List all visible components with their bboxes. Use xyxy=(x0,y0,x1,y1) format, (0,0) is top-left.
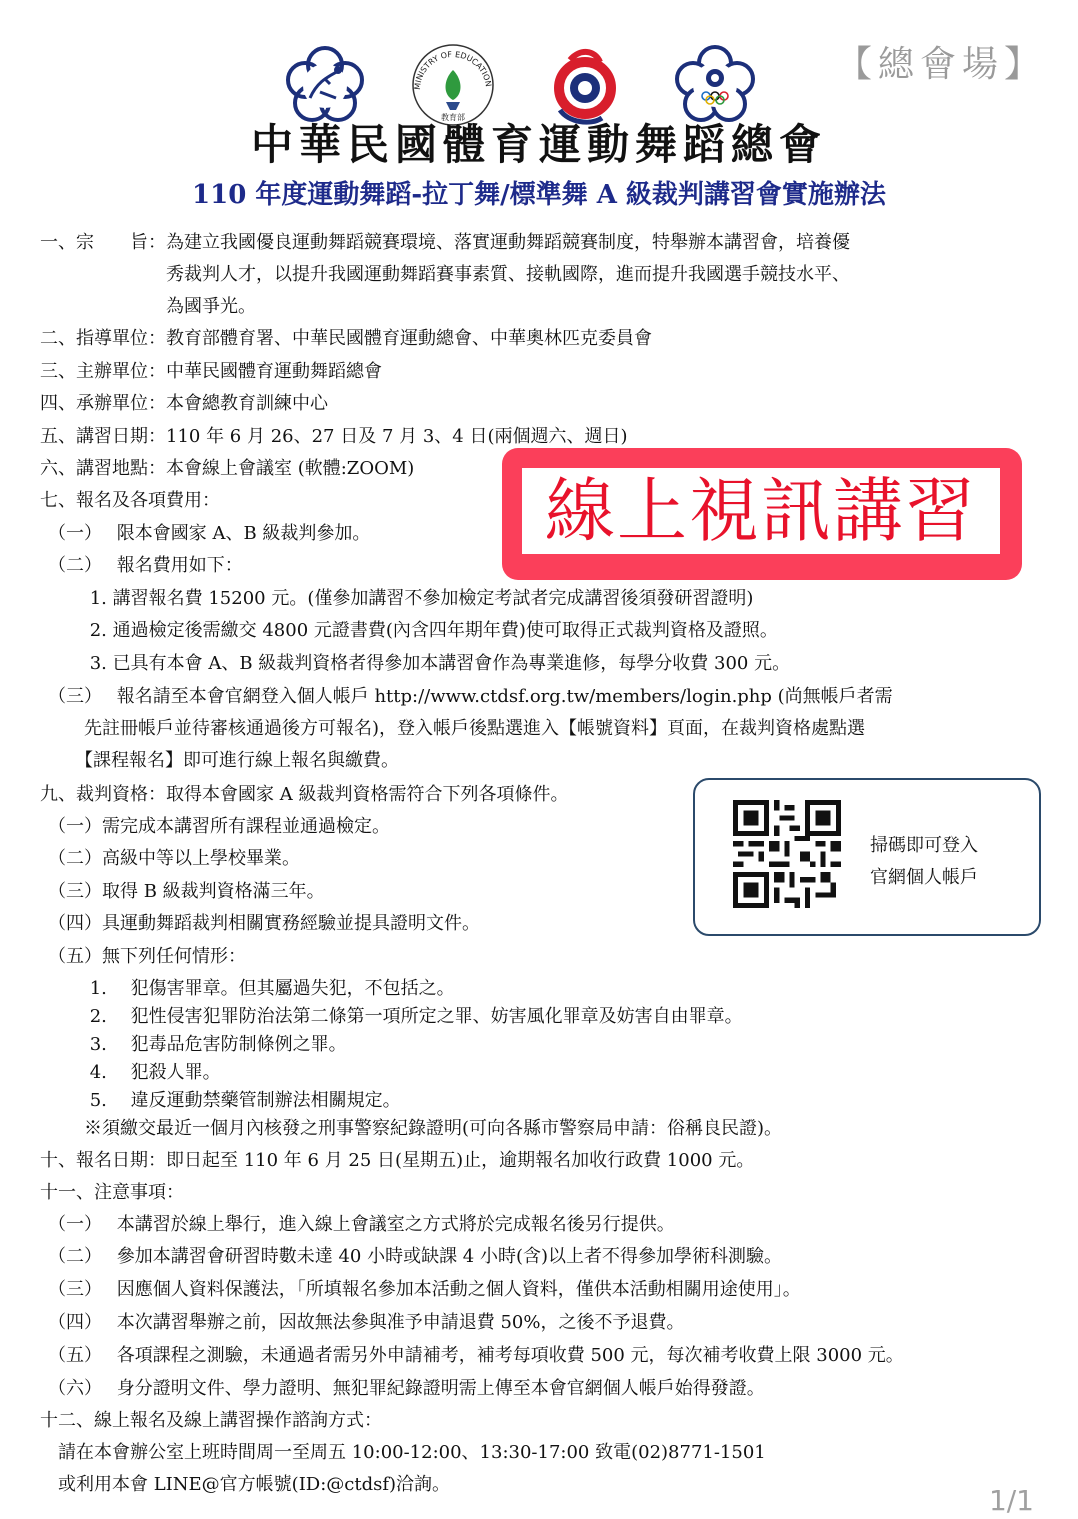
body-line: （三） 報名請至本會官網登入個人帳戶 http://www.ctdsf.org.tw/members/login.php (尚無帳戶者需 xyxy=(48,686,893,707)
body-line: 請在本會辦公室上班時間周一至周五 10:00-12:00、13:30-17:00 致電(02)8771-1501 xyxy=(40,1442,766,1463)
body-line: 2. 通過檢定後需繳交 4800 元證書費(內含四年期年費)使可取得正式裁判資格及證照。 xyxy=(48,620,778,641)
page-subtitle: 110 年度運動舞蹈-拉丁舞/標準舞 A 級裁判講習會實施辦法 xyxy=(192,180,886,210)
body-line: （四） 本次講習舉辦之前，因故無法參與准予申請退費 50%，之後不予退費。 xyxy=(48,1312,685,1333)
body-line: 【課程報名】即可進行線上報名與繳費。 xyxy=(48,750,399,771)
venue-stamp: 【總會場】 xyxy=(836,44,1047,85)
body-line: （一） 限本會國家 A、B 級裁判參加。 xyxy=(48,523,371,544)
body-line: （三） 因應個人資料保護法，「所填報名參加本活動之個人資料，僅供本活動相關用途使用」。 xyxy=(48,1279,801,1300)
page-title: 中華民國體育運動舞蹈總會 xyxy=(250,120,827,169)
body-line: ※須繳交最近一個月內核發之刑事警察紀錄證明(可向各縣市警察局申請：俗稱良民證)。 xyxy=(48,1118,783,1139)
body-line: 或利用本會 LINE@官方帳號(ID:@ctdsf)洽詢。 xyxy=(40,1474,451,1495)
qr-caption-line1: 掃碼即可登入 xyxy=(870,835,978,856)
body-line: 1. 犯傷害罪章。但其屬過失犯，不包括之。 xyxy=(48,978,455,999)
body-line: 六、講習地點：本會線上會議室 (軟體:ZOOM) xyxy=(40,458,415,479)
body-line: （二） 報名費用如下： xyxy=(48,555,243,576)
page-indicator: 1/1 xyxy=(988,1484,1034,1517)
body-line: 十一、注意事項： xyxy=(40,1182,184,1203)
body-line: 十、報名日期：即日起至 110 年 6 月 25 日(星期五)止，逾期報名加收行政費 1000 元。 xyxy=(40,1150,755,1171)
qr-caption-line2: 官網個人帳戶 xyxy=(870,867,978,888)
online-session-banner-text: 線上視訊講習 xyxy=(522,468,1000,554)
body-line: 一、宗 旨：為建立我國優良運動舞蹈競賽環境、落實運動舞蹈競賽制度，特舉辦本講習會，培養優 xyxy=(40,232,850,253)
body-line: （二） 參加本講習會研習時數未達 40 小時或缺課 4 小時(含)以上者不得參加學術科測驗。 xyxy=(48,1246,783,1267)
body-line: 二、指導單位：教育部體育署、中華民國體育運動總會、中華奧林匹克委員會 xyxy=(40,328,652,349)
body-line: 3. 已具有本會 A、B 級裁判資格者得參加本講習會作為專業進修，每學分收費 300 元。 xyxy=(48,653,791,674)
body-line: （四）具運動舞蹈裁判相關實務經驗並提具證明文件。 xyxy=(48,913,480,934)
body-line: （六） 身分證明文件、學力證明、無犯罪紀錄證明需上傳至本會官網個人帳戶始得發證。 xyxy=(48,1378,765,1399)
body-line: 5. 違反運動禁藥管制辦法相關規定。 xyxy=(48,1090,401,1111)
body-line: 五、講習日期：110 年 6 月 26、27 日及 7 月 3、4 日(兩個週六、週日) xyxy=(40,426,628,447)
body-line: 1. 講習報名費 15200 元。(僅參加講習不參加檢定考試者完成講習後須發研習證明) xyxy=(48,588,754,609)
body-line: 四、承辦單位：本會總教育訓練中心 xyxy=(40,393,328,414)
svg-text:MINISTRY OF EDUCATION: MINISTRY OF EDUCATION xyxy=(412,49,493,91)
qr-code-caption xyxy=(870,830,978,894)
body-line: 七、報名及各項費用： xyxy=(40,490,220,511)
body-line: 十二、線上報名及線上講習操作諮詢方式： xyxy=(40,1410,382,1431)
body-line: （一）需完成本講習所有課程並通過檢定。 xyxy=(48,816,390,837)
body-line: 4. 犯殺人罪。 xyxy=(48,1062,221,1083)
body-line: （三）取得 B 級裁判資格滿三年。 xyxy=(48,881,325,902)
body-line: 三、主辦單位：中華民國體育運動舞蹈總會 xyxy=(40,361,382,382)
body-line: （二）高級中等以上學校畢業。 xyxy=(48,848,300,869)
svg-text:教育部: 教育部 xyxy=(441,113,465,122)
body-line: 先註冊帳戶並待審核通過後方可報名)，登入帳戶後點選進入【帳號資料】頁面，在裁判資格處點選 xyxy=(48,718,866,739)
qr-code-icon[interactable] xyxy=(733,800,841,908)
body-line: （五） 各項課程之測驗，未通過者需另外申請補考，補考每項收費 500 元，每次補考收費上限 3000 元。 xyxy=(48,1345,904,1366)
body-line: 秀裁判人才，以提升我國運動舞蹈賽事素質、接軌國際，進而提升我國選手競技水平、 xyxy=(40,264,850,285)
body-line: 九、裁判資格：取得本會國家 A 級裁判資格需符合下列各項條件。 xyxy=(40,784,569,805)
body-line: （五）無下列任何情形： xyxy=(48,946,246,967)
body-line: （一） 本講習於線上舉行，進入線上會議室之方式將於完成報名後另行提供。 xyxy=(48,1214,675,1235)
body-line: 3. 犯毒品危害防制條例之罪。 xyxy=(48,1034,347,1055)
body-line: 2. 犯性侵害犯罪防治法第二條第一項所定之罪、妨害風化罪章及妨害自由罪章。 xyxy=(48,1006,743,1027)
body-line: 為國爭光。 xyxy=(40,296,256,317)
